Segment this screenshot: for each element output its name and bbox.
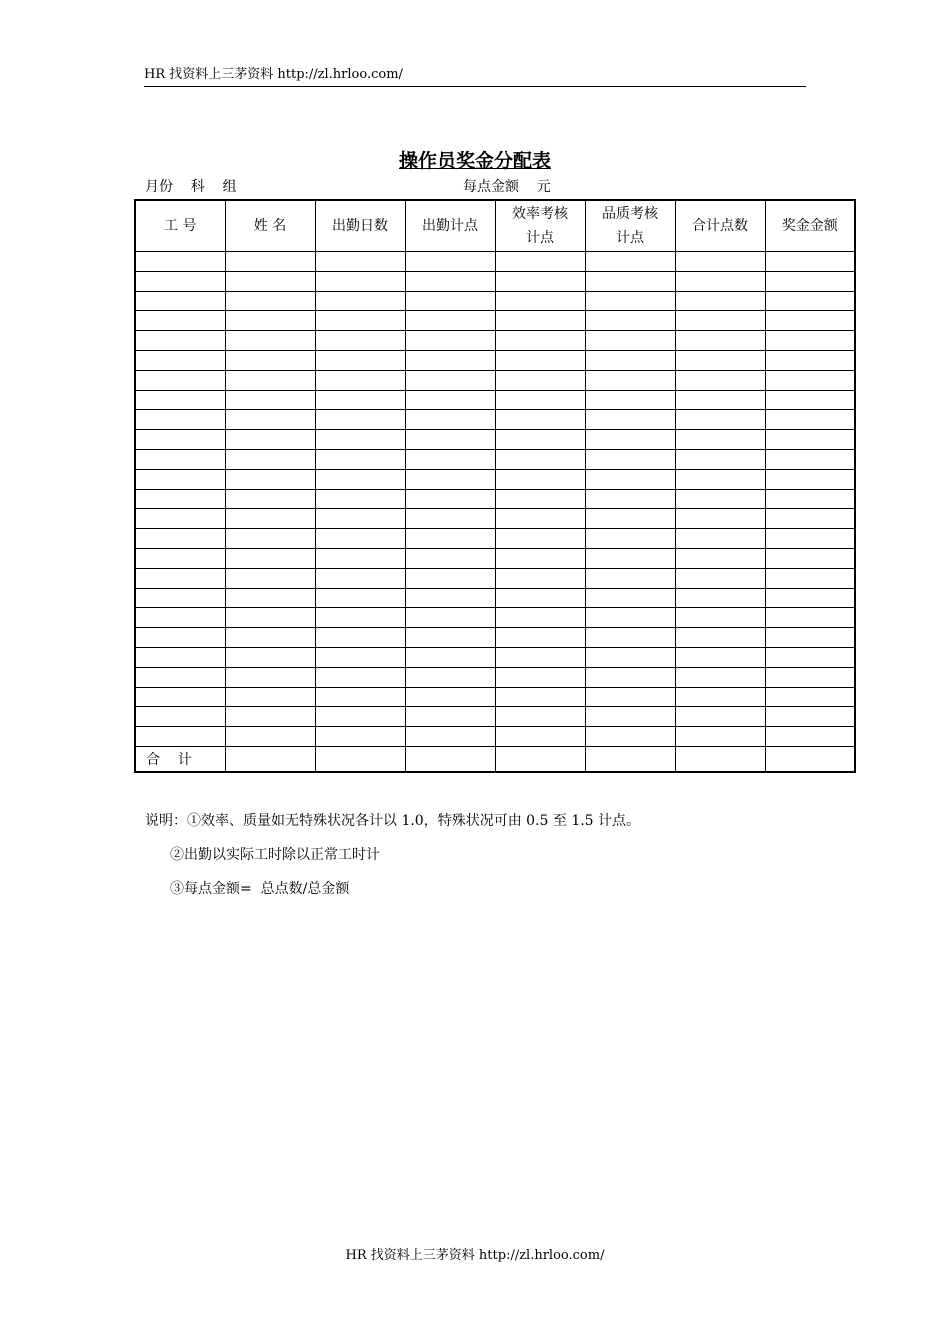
col-header-name: 姓 名 [225, 200, 315, 252]
table-cell[interactable] [765, 667, 855, 687]
table-cell[interactable] [315, 449, 405, 469]
table-cell[interactable] [765, 727, 855, 747]
table-cell[interactable] [675, 568, 765, 588]
table-row [135, 252, 855, 272]
table-cell[interactable] [135, 509, 225, 529]
table-cell[interactable] [675, 588, 765, 608]
table-cell[interactable] [315, 548, 405, 568]
table-cell[interactable] [405, 469, 495, 489]
table-cell[interactable] [135, 370, 225, 390]
table-cell[interactable] [585, 667, 675, 687]
table-cell[interactable] [765, 548, 855, 568]
table-cell[interactable] [585, 727, 675, 747]
table-cell[interactable] [585, 331, 675, 351]
table-cell[interactable] [585, 311, 675, 331]
table-cell[interactable] [675, 489, 765, 509]
table-cell[interactable] [225, 548, 315, 568]
table-cell[interactable] [765, 568, 855, 588]
table-cell[interactable] [315, 252, 405, 272]
table-row [135, 331, 855, 351]
table-cell[interactable] [315, 509, 405, 529]
table-cell[interactable] [585, 529, 675, 549]
table-cell[interactable] [135, 727, 225, 747]
table-cell[interactable] [675, 350, 765, 370]
col-header-employee-id: 工 号 [135, 200, 225, 252]
table-cell[interactable] [135, 390, 225, 410]
table-body [135, 252, 855, 747]
table-cell[interactable] [765, 647, 855, 667]
table-row [135, 727, 855, 747]
table-cell[interactable] [405, 727, 495, 747]
table-cell[interactable] [495, 410, 585, 430]
table-cell[interactable] [495, 727, 585, 747]
table-cell[interactable] [495, 252, 585, 272]
table-row [135, 707, 855, 727]
table-cell[interactable] [675, 628, 765, 648]
table-row [135, 667, 855, 687]
table-cell[interactable] [585, 489, 675, 509]
table-cell[interactable] [585, 568, 675, 588]
note-line-1: 说明：①效率、质量如无特殊状况各计以 1.0，特殊状况可由 0.5 至 1.5 计点。 [145, 813, 641, 829]
table-cell[interactable] [315, 568, 405, 588]
table-cell[interactable] [495, 311, 585, 331]
table-cell[interactable] [405, 252, 495, 272]
table-cell[interactable] [675, 548, 765, 568]
table-cell[interactable] [495, 529, 585, 549]
table-cell[interactable] [675, 271, 765, 291]
table-cell[interactable] [135, 667, 225, 687]
table-cell[interactable] [495, 548, 585, 568]
table-cell[interactable] [495, 469, 585, 489]
table-cell[interactable] [315, 311, 405, 331]
table-cell[interactable] [765, 370, 855, 390]
table-cell[interactable] [225, 628, 315, 648]
table-cell[interactable] [225, 370, 315, 390]
table-cell[interactable] [585, 350, 675, 370]
table-cell[interactable] [135, 489, 225, 509]
table-cell[interactable] [315, 390, 405, 410]
table-cell[interactable] [225, 331, 315, 351]
table-row [135, 687, 855, 707]
table-cell[interactable] [675, 390, 765, 410]
table-cell[interactable] [135, 252, 225, 272]
table-cell[interactable] [495, 271, 585, 291]
table-cell[interactable] [315, 291, 405, 311]
table-row [135, 489, 855, 509]
table-cell[interactable] [585, 370, 675, 390]
table-cell[interactable] [135, 430, 225, 450]
table-cell[interactable] [495, 430, 585, 450]
table-cell[interactable] [315, 628, 405, 648]
table-cell[interactable] [675, 707, 765, 727]
table-cell[interactable] [585, 608, 675, 628]
table-cell[interactable] [675, 370, 765, 390]
table-cell[interactable] [495, 667, 585, 687]
table-cell[interactable] [405, 667, 495, 687]
table-cell[interactable] [585, 548, 675, 568]
table-cell[interactable] [495, 628, 585, 648]
table-cell[interactable] [405, 331, 495, 351]
table-cell[interactable] [495, 291, 585, 311]
table-cell[interactable] [585, 628, 675, 648]
col-header-attendance-days: 出勤日数 [315, 200, 405, 252]
table-cell[interactable] [315, 331, 405, 351]
table-cell[interactable] [585, 469, 675, 489]
table-row [135, 608, 855, 628]
page-footer [0, 1247, 950, 1265]
table-row [135, 271, 855, 291]
col-header-attendance-points: 出勤计点 [405, 200, 495, 252]
table-row [135, 430, 855, 450]
total-row [135, 746, 855, 772]
table-cell[interactable] [225, 390, 315, 410]
table-cell[interactable] [315, 727, 405, 747]
note-line-3: ③每点金额= 总点数/总金额 [170, 881, 350, 897]
table-cell[interactable] [135, 608, 225, 628]
total-label: 合 计 [135, 746, 225, 772]
table-row [135, 291, 855, 311]
table-cell[interactable] [405, 647, 495, 667]
table-cell[interactable] [585, 449, 675, 469]
table-cell[interactable] [765, 628, 855, 648]
table-cell[interactable] [405, 370, 495, 390]
table-cell[interactable] [315, 430, 405, 450]
table-cell[interactable] [495, 489, 585, 509]
table-cell[interactable] [405, 311, 495, 331]
note-line-2: ②出勤以实际工时除以正常工时计 [170, 847, 380, 863]
table-row [135, 628, 855, 648]
table-cell[interactable] [315, 687, 405, 707]
table-cell[interactable] [585, 647, 675, 667]
table-cell[interactable] [225, 430, 315, 450]
table-cell[interactable] [135, 469, 225, 489]
table-cell[interactable] [495, 687, 585, 707]
table-cell[interactable] [315, 410, 405, 430]
table-cell[interactable] [765, 311, 855, 331]
notes-section [145, 810, 640, 912]
table-cell[interactable] [225, 707, 315, 727]
table-cell[interactable] [765, 509, 855, 529]
table-cell[interactable] [405, 271, 495, 291]
table-cell[interactable] [225, 727, 315, 747]
table-cell[interactable] [495, 350, 585, 370]
table-cell[interactable] [495, 746, 585, 772]
table-cell[interactable] [315, 647, 405, 667]
table-cell[interactable] [675, 449, 765, 469]
table-row [135, 588, 855, 608]
table-cell[interactable] [315, 746, 405, 772]
table-cell[interactable] [585, 509, 675, 529]
table-row [135, 509, 855, 529]
table-cell[interactable] [315, 588, 405, 608]
table-cell[interactable] [225, 311, 315, 331]
table-cell[interactable] [675, 667, 765, 687]
table-cell[interactable] [675, 608, 765, 628]
table-cell[interactable] [225, 568, 315, 588]
table-cell[interactable] [225, 529, 315, 549]
page-footer-text: HR 找资料上三茅资料 http://zl.hrloo.com/ [345, 1248, 605, 1263]
table-cell[interactable] [315, 707, 405, 727]
table-cell[interactable] [495, 509, 585, 529]
table-cell[interactable] [225, 252, 315, 272]
table-cell[interactable] [225, 608, 315, 628]
table-cell[interactable] [495, 608, 585, 628]
table-cell[interactable] [675, 509, 765, 529]
table-cell[interactable] [675, 311, 765, 331]
table-cell[interactable] [315, 370, 405, 390]
table-cell[interactable] [315, 608, 405, 628]
table-cell[interactable] [765, 687, 855, 707]
document-title [0, 148, 950, 174]
table-cell[interactable] [495, 449, 585, 469]
table-cell[interactable] [495, 588, 585, 608]
table-cell[interactable] [765, 746, 855, 772]
table-row [135, 410, 855, 430]
table-cell[interactable] [225, 350, 315, 370]
table-cell[interactable] [675, 291, 765, 311]
amount-per-point-label: 每点金额 元 [463, 179, 551, 195]
table-cell[interactable] [405, 568, 495, 588]
table-row [135, 390, 855, 410]
table-cell[interactable] [225, 449, 315, 469]
table-cell[interactable] [765, 291, 855, 311]
table-cell[interactable] [765, 449, 855, 469]
table-cell[interactable] [675, 727, 765, 747]
table-cell[interactable] [225, 410, 315, 430]
table-cell[interactable] [315, 271, 405, 291]
table-cell[interactable] [405, 628, 495, 648]
table-cell[interactable] [585, 252, 675, 272]
table-cell[interactable] [405, 548, 495, 568]
table-row [135, 568, 855, 588]
table-cell[interactable] [405, 746, 495, 772]
table-row [135, 548, 855, 568]
table-cell[interactable] [495, 370, 585, 390]
table-cell[interactable] [225, 746, 315, 772]
table-cell[interactable] [405, 588, 495, 608]
table-cell[interactable] [675, 469, 765, 489]
table-cell[interactable] [495, 707, 585, 727]
table-cell[interactable] [675, 647, 765, 667]
table-cell[interactable] [585, 588, 675, 608]
table-cell[interactable] [315, 489, 405, 509]
table-cell[interactable] [405, 291, 495, 311]
table-cell[interactable] [225, 687, 315, 707]
table-cell[interactable] [675, 331, 765, 351]
table-cell[interactable] [675, 410, 765, 430]
table-cell[interactable] [135, 687, 225, 707]
table-cell[interactable] [585, 390, 675, 410]
month-section-group-label: 月份 科 组 [145, 179, 237, 195]
table-cell[interactable] [225, 509, 315, 529]
table-cell[interactable] [765, 331, 855, 351]
table-cell[interactable] [135, 707, 225, 727]
table-row [135, 370, 855, 390]
page-header-text: HR 找资料上三茅资料 http://zl.hrloo.com/ [144, 67, 403, 82]
table-cell[interactable] [405, 608, 495, 628]
table-cell[interactable] [495, 568, 585, 588]
table-cell[interactable] [495, 390, 585, 410]
table-cell[interactable] [675, 746, 765, 772]
table-cell[interactable] [765, 469, 855, 489]
table-cell[interactable] [405, 390, 495, 410]
table-cell[interactable] [765, 390, 855, 410]
col-header-total-points: 合计点数 [675, 200, 765, 252]
table-cell[interactable] [135, 529, 225, 549]
table-cell[interactable] [585, 746, 675, 772]
table-cell[interactable] [135, 628, 225, 648]
table-row [135, 529, 855, 549]
table-cell[interactable] [765, 608, 855, 628]
table-cell[interactable] [405, 489, 495, 509]
table-cell[interactable] [765, 489, 855, 509]
table-cell[interactable] [765, 707, 855, 727]
table-cell[interactable] [675, 430, 765, 450]
document-title-text: 操作员奖金分配表 [398, 150, 551, 172]
table-cell[interactable] [585, 410, 675, 430]
table-cell[interactable] [315, 350, 405, 370]
table-cell[interactable] [225, 588, 315, 608]
table-row [135, 469, 855, 489]
col-header-bonus-amount: 奖金金额 [765, 200, 855, 252]
table-cell[interactable] [585, 687, 675, 707]
table-cell[interactable] [315, 667, 405, 687]
table-header-row [135, 200, 855, 252]
table-row [135, 647, 855, 667]
table-cell[interactable] [135, 271, 225, 291]
table-cell[interactable] [765, 350, 855, 370]
table-cell[interactable] [675, 252, 765, 272]
table-cell[interactable] [225, 489, 315, 509]
table-cell[interactable] [405, 449, 495, 469]
table-cell[interactable] [135, 449, 225, 469]
table-cell[interactable] [765, 410, 855, 430]
table-cell[interactable] [315, 529, 405, 549]
col-header-efficiency-points: 效率考核 计点 [495, 200, 585, 252]
table-cell[interactable] [675, 529, 765, 549]
table-cell[interactable] [225, 271, 315, 291]
table-cell[interactable] [405, 430, 495, 450]
table-cell[interactable] [225, 667, 315, 687]
table-cell[interactable] [135, 410, 225, 430]
table-cell[interactable] [405, 410, 495, 430]
page-header [144, 66, 806, 87]
table-cell[interactable] [765, 529, 855, 549]
table-cell[interactable] [585, 707, 675, 727]
table-cell[interactable] [225, 647, 315, 667]
table-cell[interactable] [585, 291, 675, 311]
table-cell[interactable] [765, 588, 855, 608]
table-row [135, 311, 855, 331]
table-cell[interactable] [135, 568, 225, 588]
table-row [135, 350, 855, 370]
table-cell[interactable] [495, 647, 585, 667]
table-row [135, 449, 855, 469]
table-cell[interactable] [585, 430, 675, 450]
table-cell[interactable] [405, 350, 495, 370]
bonus-distribution-table [134, 199, 856, 773]
table-cell[interactable] [765, 430, 855, 450]
table-cell[interactable] [765, 271, 855, 291]
table-cell[interactable] [405, 707, 495, 727]
table-cell[interactable] [405, 529, 495, 549]
table-cell[interactable] [225, 291, 315, 311]
table-cell[interactable] [135, 331, 225, 351]
table-cell[interactable] [405, 509, 495, 529]
table-cell[interactable] [135, 647, 225, 667]
table-cell[interactable] [225, 469, 315, 489]
table-cell[interactable] [135, 588, 225, 608]
table-cell[interactable] [405, 687, 495, 707]
table-cell[interactable] [675, 687, 765, 707]
table-cell[interactable] [765, 252, 855, 272]
table-cell[interactable] [495, 331, 585, 351]
table-cell[interactable] [585, 271, 675, 291]
table-cell[interactable] [315, 469, 405, 489]
table-cell[interactable] [135, 291, 225, 311]
table-cell[interactable] [135, 311, 225, 331]
col-header-quality-points: 品质考核 计点 [585, 200, 675, 252]
table-cell[interactable] [135, 548, 225, 568]
table-cell[interactable] [135, 350, 225, 370]
